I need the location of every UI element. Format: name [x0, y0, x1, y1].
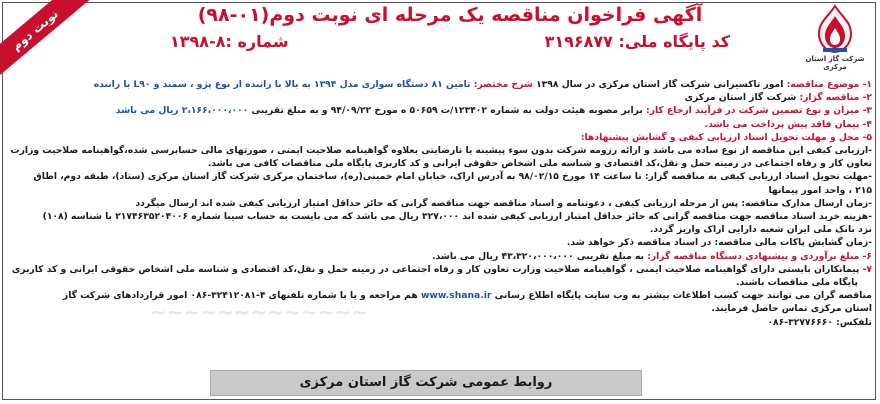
company-logo [796, 4, 874, 76]
section-5-line-4: ۲۱۵ ، واحد امور پیمانها [768, 184, 872, 196]
section-6: ۶- مبلغ برآوردی و پیشنهادی دستگاه مناقصه گزار: به مبلغ تقریبی ۴۳،۳۲۰،۰۰۰،۰۰۰ ریال می باشد. [431, 250, 872, 262]
section-5-line-6: -هزینه خرید اسناد مناقصه جهت مناقصه گرانی که حائز حداقل امتیاز ارزیابی کیفی شده اند ۳۲۷،۰۰۰ ریال می باشد که می بایست به حساب سیبا شماره ۲۱۷۴۶۳۵۲۰۴۰۰۶ با شناسه (۱۰۸) [42, 211, 872, 223]
national-base-code: کد پایگاه ملی: ۳۱۹۶۸۷۷ [544, 32, 730, 51]
logo-caption: شرکت گاز استان مرکزی [805, 55, 865, 71]
section-5-line-2: تعاون کار و رفاه اجتماعی در زمینه حمل و نقل،کد اقتصادی و شناسه ملی اشخاص حقوقی ایرانی و کد کاربری پایگاه ملی مناقصات کافی می باشد. [207, 158, 872, 170]
section-4: ۴- پیمان فاقد پیش پرداخت می باشد. [704, 118, 872, 130]
notice-title: آگهی فراخوان مناقصه یک مرحله ای نوبت دوم(۰۱-۹۸) [197, 4, 703, 26]
public-relations-footer: روابط عمومی شرکت گاز استان مرکزی [210, 370, 642, 396]
notice-subtitle [170, 32, 730, 51]
section-5-line-8: -زمان گشایش پاکات مالی مناقصه: در اسناد مناقصه ذکر خواهد شد. [566, 237, 872, 249]
section-5-line-1: -ارزیابی کیفی این مناقصه از نوع ساده می باشد و ارائه رزومه شرکت بدون سوء پیشینه یا نارضایتی بعلاوه گواهینامه صلاحیت ایمنی ، صورتهای مالی حسابرسی شده،گواهینامه صلاحیت وزارت [10, 145, 872, 157]
contact-line-2: استان مرکزی تماس حاصل فرمایند. [711, 303, 872, 315]
second-round-ribbon: نوبت دوم [0, 0, 93, 81]
contact-line-1: مناقصه گران می توانند جهت کسب اطلاعات بیشتر به وب سایت پایگاه اطلاع رسانی www.shana.ir هم مراجعه و یا با شماره تلفنهای ۴-۳۲۴۱۲۰۸۱-۰۸۶ امور قراردادهای شرکت گاز [62, 290, 872, 302]
section-7-line-2: پایگاه ملی مناقصات باشند. [735, 277, 858, 289]
contact-line-3: تلفکس: ۳۲۷۷۶۶۶۰-۰۸۶ [767, 316, 872, 328]
section-1: ۱- موضوع مناقصه: امور تاکسیرانی شرکت گاز استان مرکزی در سال ۱۳۹۸ شرح مختصر: تامین ۸۱ دستگاه سواری مدل ۱۳۹۴ به بالا با راننده از نوع پژو ، سمند و L۹۰ با راننده [93, 79, 872, 90]
section-5-line-7: نزد بانک ملی ایران شعبه دارایی اراک واریز گردد. [649, 224, 872, 236]
gas-flame-logo-icon [809, 4, 861, 54]
section-2: ۲- مناقصه گزار: شرکت گاز استان مرکزی [684, 92, 872, 104]
section-5-line-3: -مهلت تحویل اسناد ارزیابی کیفی به مناقصه گزار: تا ساعت ۱۴ مورخ ۹۸/۰۲/۱۵ به آدرس اراک، خیابان امام خمینی(ره)، ساختمان مرکزی شرکت گاز استان مرکزی (ستاد)، طبقه دوم، اطاق [33, 171, 872, 183]
section-7-line-1: ۷- پیمانکاران بایستی دارای گواهینامه صلاحیت ایمنی ، گواهینامه صلاحیت وزارت تعاون کار و رفاه اجتماعی در زمینه حمل و نقل،کد اقتصادی و شناسه ملی اشخاص حقوقی ایرانی و کد کاربری [11, 263, 872, 275]
section-5-line-5: -زمان ارسال مدارک مناقصه: پس از مرحله ارزیابی کیفی ، دعوتنامه و اسناد مناقصه جهت مناقصه گرانی که حائز حداقل امتیاز ارزیابی کیفی شده اند ارسال میگردد [135, 197, 872, 209]
watermark: ∼∼∼∼∼∼∼∼∼∼∼∼∼ [150, 300, 368, 324]
section-5-heading: ۵- محل و مهلت تحویل اسناد ارزیابی کیفی و گشایش پیشنهادها: [580, 131, 872, 143]
notice-body [10, 78, 872, 329]
section-3: ۳- میزان و نوع تضمین شرکت در فرآیند ارجاع کار: برابر مصوبه هیئت دولت به شماره ۱۲۳۴۰۲/ت ۵۰۶۵۹ ه مورخ ۹۴/۰۹/۲۲ و به مبلغ تقریبی ۲،۱۶۶،۰۰۰،۰۰۰ ریال می باشد [115, 105, 872, 117]
notice-number: شماره :۸-۱۳۹۸ [170, 32, 289, 51]
shana-website-link[interactable]: www.shana.ir [417, 290, 495, 302]
